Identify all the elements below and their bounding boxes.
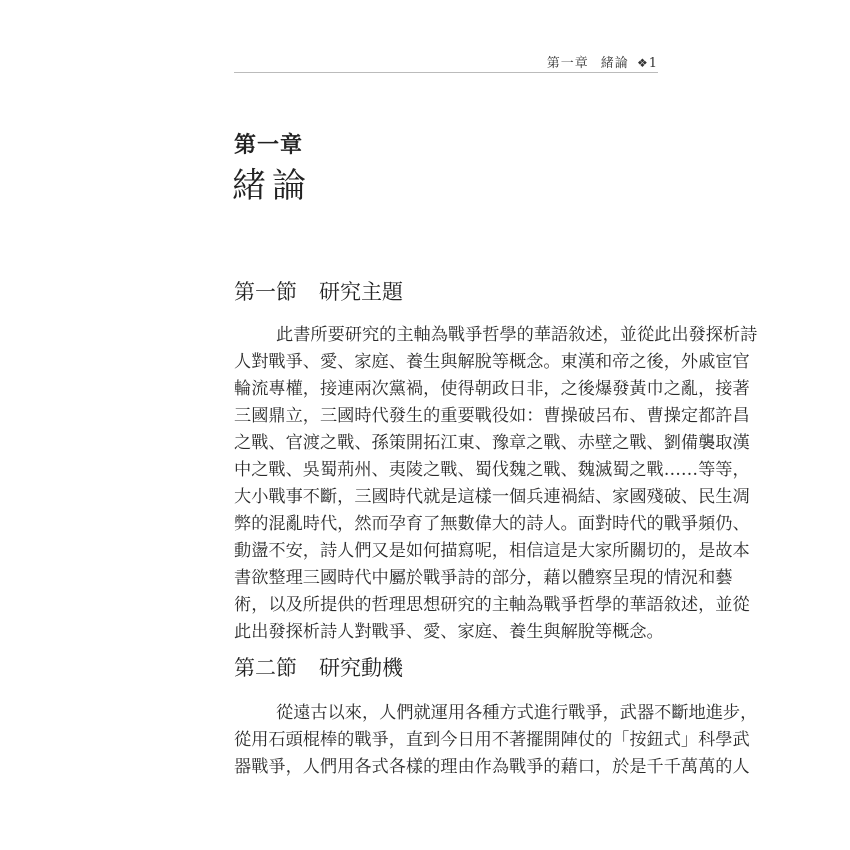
section-title: 研究主題 [319,280,403,304]
text-line: 動盪不安，詩人們又是如何描寫呢，相信這是大家所關切的，是故本 [234,541,750,561]
section-number: 第二節 [234,656,297,680]
text-line: 從用石頭棍棒的戰爭，直到今日用不著擺開陣仗的「按鈕式」科學武 [234,730,750,750]
text-line: 弊的混亂時代，然而孕育了無數偉大的詩人。面對時代的戰爭頻仍、 [234,514,750,534]
text-line: 輪流專權，接連兩次黨禍，使得朝政日非，之後爆發黃巾之亂，接著 [234,379,750,399]
section-2-paragraph [234,700,758,781]
running-head-title: 緒論 [600,56,629,71]
text-line: 此書所要研究的主軸為戰爭哲學的華語敘述，並從此出發探析詩 [276,325,758,345]
text-line: 書欲整理三國時代中屬於戰爭詩的部分，藉以體察呈現的情況和藝 [234,568,733,588]
text-line: 大小戰事不斷，三國時代就是這樣一個兵連禍結、家國殘破、民生凋 [234,487,750,507]
header-rule [234,72,658,73]
section-1-paragraph [234,322,758,646]
text-line: 從遠古以來，人們就運用各種方式進行戰爭，武器不斷地進步， [276,703,758,723]
text-line: 術，以及所提供的哲理思想研究的主軸為戰爭哲學的華語敘述，並從 [234,595,750,615]
text-line: 此出發探析詩人對戰爭、愛、家庭、養生與解脫等概念。 [234,622,664,642]
section-heading-2 [234,652,403,682]
text-line: 之戰、官渡之戰、孫策開拓江東、豫章之戰、赤壁之戰、劉備襲取漢 [234,433,750,453]
running-head [234,52,658,71]
ornament-icon: ❖ [636,56,649,70]
running-head-chapter: 第一章 [546,56,589,71]
section-number: 第一節 [234,280,297,304]
page-number: 1 [648,56,658,71]
chapter-number: 第一章 [234,133,304,158]
text-line: 中之戰、吳蜀荊州、夷陵之戰、蜀伐魏之戰、魏滅蜀之戰……等等， [234,460,750,480]
chapter-title: 緒論 [232,166,312,206]
text-line: 器戰爭，人們用各式各樣的理由作為戰爭的藉口，於是千千萬萬的人 [234,757,750,777]
text-line: 人對戰爭、愛、家庭、養生與解脫等概念。東漢和帝之後，外戚宦官 [234,352,750,372]
text-line: 三國鼎立，三國時代發生的重要戰役如：曹操破呂布、曹操定都許昌 [234,406,750,426]
section-heading-1 [234,276,403,306]
section-title: 研究動機 [319,656,403,680]
